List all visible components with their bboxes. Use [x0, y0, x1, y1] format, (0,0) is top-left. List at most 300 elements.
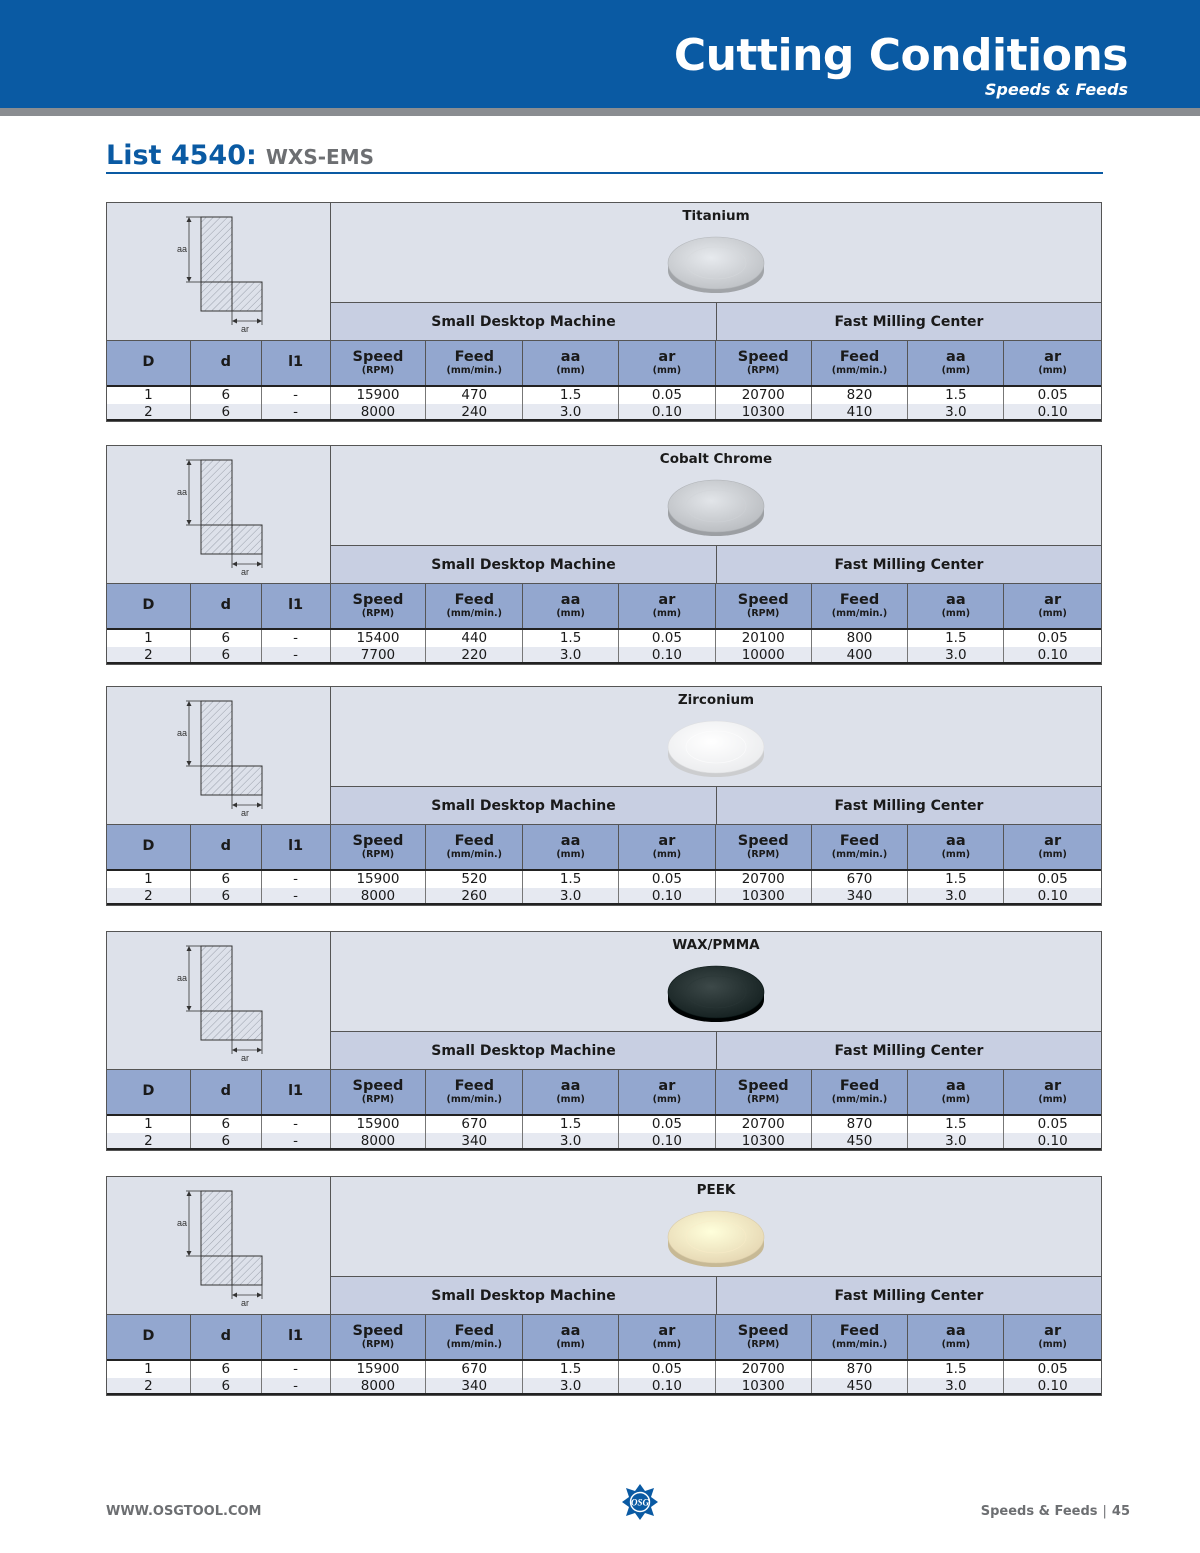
col-feed-small: [426, 1315, 523, 1359]
table-cell: 1.5: [523, 630, 619, 647]
column-unit: (mm): [1038, 364, 1067, 376]
column-label: ar: [1044, 592, 1062, 609]
machine-small-desktop: Small Desktop Machine: [431, 1042, 616, 1059]
column-label: ar: [658, 349, 676, 366]
col-aa-small: [523, 584, 619, 628]
table-cell: 8000: [331, 888, 427, 903]
list-heading: [106, 140, 374, 171]
table-row: [107, 1133, 1101, 1150]
table-row: [107, 387, 1101, 404]
table-cell: 3.0: [523, 1378, 619, 1393]
table-cell: -: [262, 1378, 331, 1393]
table-cell: 20700: [716, 1361, 812, 1378]
column-label: ar: [658, 833, 676, 850]
profile-diagram: [107, 687, 331, 824]
column-label: aa: [560, 592, 581, 609]
table-row: [107, 1361, 1101, 1378]
column-unit: (mm/min.): [446, 607, 502, 619]
table-cell: -: [262, 1361, 331, 1378]
table-cell: 3.0: [908, 888, 1004, 903]
logo-text: OSG: [630, 1497, 650, 1508]
machine-row: [331, 546, 1101, 583]
table-cell: 1: [107, 630, 191, 647]
table-cell: 0.05: [619, 1361, 716, 1378]
column-label: Speed: [737, 349, 789, 366]
table-cell: 0.05: [1037, 871, 1068, 887]
column-unit: (mm): [652, 1338, 682, 1350]
table-cell: 15900: [331, 871, 427, 888]
table-cell: 6: [191, 1378, 262, 1393]
column-label: Speed: [352, 349, 404, 366]
table-cell: 2: [107, 647, 191, 662]
table-cell: 15900: [331, 1361, 427, 1378]
table-cell: 15900: [331, 387, 427, 404]
header-divider: [0, 108, 1200, 116]
column-unit: (mm/min.): [446, 848, 502, 860]
col-l1: [262, 1070, 331, 1114]
table-cell: -: [262, 888, 331, 903]
table-cell: 10300: [716, 888, 812, 903]
col-d: [191, 1070, 262, 1114]
column-label: d: [220, 597, 231, 614]
col-speed-fast: [716, 825, 812, 869]
column-label: Feed: [839, 1323, 880, 1340]
col-ar-fast: [1004, 825, 1101, 869]
col-D: [107, 1070, 191, 1114]
column-header-row: [107, 1070, 1101, 1116]
table-cell: 0.05: [1037, 387, 1068, 403]
column-header-row: [107, 825, 1101, 871]
table-cell: 0.10: [1037, 1133, 1068, 1149]
column-label: d: [220, 838, 231, 855]
material-header: [331, 1177, 1101, 1277]
table-cell: 15900: [331, 1116, 427, 1133]
table-cell: 3.0: [908, 647, 1004, 662]
machine-fast-milling: Fast Milling Center: [716, 1032, 1101, 1069]
material-header: [331, 203, 1101, 303]
ar-dimension-label: ar: [241, 1298, 250, 1308]
table-cell: 670: [426, 1361, 523, 1378]
table-cell: 400: [812, 647, 909, 662]
column-unit: (RPM): [746, 364, 780, 376]
column-label: Feed: [454, 833, 494, 850]
table-cell: 3.0: [523, 404, 619, 419]
table-cell: 20700: [716, 1116, 812, 1133]
column-unit: (RPM): [361, 1338, 395, 1350]
machine-row: [331, 303, 1101, 340]
col-ar-fast: [1004, 1070, 1101, 1114]
table-cell: 260: [426, 888, 523, 903]
col-l1: [262, 584, 331, 628]
table-cell: 6: [191, 630, 262, 647]
table-cell: 0.10: [1037, 888, 1068, 904]
column-unit: (RPM): [746, 1338, 780, 1350]
column-label: Feed: [454, 592, 494, 609]
column-label: D: [142, 354, 155, 371]
list-number: List 4540:: [106, 140, 257, 171]
col-aa-small: [523, 1070, 619, 1114]
table-row: [107, 888, 1101, 905]
table-cell: -: [262, 387, 331, 404]
column-unit: (mm): [556, 364, 585, 376]
aa-dimension-label: aa: [177, 487, 188, 497]
machine-row: [331, 1032, 1101, 1069]
column-label: Speed: [352, 1323, 404, 1340]
machine-fast-milling: Fast Milling Center: [716, 546, 1101, 583]
profile-diagram-icon: [107, 446, 331, 584]
column-label: Feed: [454, 1323, 494, 1340]
table-cell: 3.0: [908, 1133, 1004, 1148]
machine-row: [331, 1277, 1101, 1314]
column-label: Speed: [352, 592, 404, 609]
column-label: Speed: [737, 1078, 789, 1095]
table-cell: -: [262, 1133, 331, 1148]
machine-small-desktop: Small Desktop Machine: [431, 1287, 616, 1304]
table-cell: 870: [812, 1116, 909, 1133]
column-label: l1: [288, 597, 304, 614]
machine-fast-milling: Fast Milling Center: [716, 303, 1101, 340]
machine-small-desktop: Small Desktop Machine: [431, 313, 616, 330]
material-disk-icon: [667, 719, 765, 779]
table-cell: 6: [191, 871, 262, 888]
column-unit: (mm): [941, 1093, 971, 1105]
ar-dimension-label: ar: [241, 567, 250, 577]
column-label: ar: [658, 1078, 676, 1095]
col-D: [107, 1315, 191, 1359]
aa-dimension-label: aa: [177, 244, 188, 254]
column-unit: (mm): [1038, 1093, 1067, 1105]
table-cell: 1: [107, 1116, 191, 1133]
column-unit: (RPM): [746, 848, 780, 860]
material-table: [106, 931, 1102, 1151]
col-feed-small: [426, 341, 523, 385]
table-cell: 20700: [716, 387, 812, 404]
column-label: l1: [288, 838, 304, 855]
col-d: [191, 341, 262, 385]
col-ar-small: [619, 1315, 716, 1359]
table-cell: 670: [812, 871, 909, 888]
table-row: [107, 630, 1101, 647]
col-speed-fast: [716, 584, 812, 628]
profile-diagram-icon: [107, 687, 331, 825]
column-label: aa: [560, 833, 581, 850]
column-label: d: [220, 1083, 231, 1100]
col-l1: [262, 341, 331, 385]
column-unit: (mm): [652, 848, 682, 860]
table-cell: 470: [426, 387, 523, 404]
col-l1: [262, 1315, 331, 1359]
material-disk-icon: [667, 1209, 765, 1269]
column-label: l1: [288, 354, 304, 371]
column-label: ar: [1044, 1323, 1062, 1340]
table-cell: 6: [191, 1361, 262, 1378]
column-label: aa: [560, 349, 581, 366]
col-d: [191, 584, 262, 628]
column-label: ar: [1044, 349, 1062, 366]
table-cell: 20100: [716, 630, 812, 647]
material-name: PEEK: [696, 1182, 736, 1198]
table-cell: 1.5: [523, 871, 619, 888]
column-label: d: [220, 1328, 231, 1345]
table-cell: 0.10: [1037, 1378, 1068, 1394]
table-cell: 0.10: [619, 404, 716, 419]
col-speed-small: [331, 584, 427, 628]
column-unit: (mm/min.): [831, 1338, 888, 1350]
column-label: Speed: [737, 592, 789, 609]
table-cell: 6: [191, 387, 262, 404]
column-label: l1: [288, 1328, 304, 1345]
table-cell: 0.05: [1037, 1116, 1068, 1132]
table-cell: 1.5: [523, 387, 619, 404]
column-label: Feed: [839, 833, 880, 850]
table-cell: 20700: [716, 871, 812, 888]
table-cell: 0.10: [1037, 647, 1068, 663]
col-ar-small: [619, 1070, 716, 1114]
table-cell: 0.10: [619, 888, 716, 903]
column-label: Feed: [839, 1078, 880, 1095]
table-cell: 0.05: [1037, 630, 1068, 646]
column-label: D: [142, 1083, 155, 1100]
table-cell: 6: [191, 647, 262, 662]
table-cell: 0.10: [1037, 404, 1068, 420]
table-cell: 0.05: [619, 630, 716, 647]
table-row: [107, 871, 1101, 888]
profile-diagram-icon: [107, 1177, 331, 1315]
material-name: Titanium: [682, 208, 750, 224]
material-table: [106, 686, 1102, 906]
table-cell: 340: [426, 1378, 523, 1393]
table-cell: 870: [812, 1361, 909, 1378]
col-speed-small: [331, 825, 427, 869]
column-label: d: [220, 354, 231, 371]
footer-url: WWW.OSGTOOL.COM: [106, 1504, 262, 1519]
col-d: [191, 825, 262, 869]
column-unit: (mm/min.): [831, 607, 888, 619]
table-cell: 220: [426, 647, 523, 662]
material-header: [331, 446, 1101, 546]
profile-diagram-icon: [107, 203, 331, 341]
table-cell: -: [262, 630, 331, 647]
column-unit: (mm/min.): [446, 1338, 502, 1350]
table-cell: 2: [107, 888, 191, 903]
table-cell: 10300: [716, 1378, 812, 1393]
table-cell: -: [262, 404, 331, 419]
table-cell: 0.05: [1037, 1361, 1068, 1377]
column-unit: (RPM): [361, 364, 395, 376]
column-label: Feed: [839, 349, 880, 366]
table-row: [107, 647, 1101, 664]
column-label: D: [142, 1328, 155, 1345]
material-table: [106, 202, 1102, 422]
table-cell: 1.5: [908, 1361, 1004, 1378]
col-ar-small: [619, 341, 716, 385]
table-cell: 3.0: [523, 888, 619, 903]
table-cell: 340: [426, 1133, 523, 1148]
aa-dimension-label: aa: [177, 728, 188, 738]
table-cell: 1.5: [523, 1361, 619, 1378]
material-table: [106, 1176, 1102, 1396]
column-label: aa: [560, 1323, 581, 1340]
col-aa-fast: [908, 584, 1004, 628]
machine-row: [331, 787, 1101, 824]
col-ar-fast: [1004, 341, 1101, 385]
aa-dimension-label: aa: [177, 973, 188, 983]
column-unit: (mm/min.): [831, 848, 888, 860]
col-speed-fast: [716, 341, 812, 385]
column-unit: (mm): [652, 364, 682, 376]
table-cell: 1: [107, 387, 191, 404]
list-product: WXS-EMS: [265, 145, 375, 169]
table-cell: 450: [812, 1378, 909, 1393]
table-cell: 1: [107, 1361, 191, 1378]
col-feed-fast: [812, 584, 909, 628]
column-label: ar: [658, 592, 676, 609]
table-cell: 0.10: [619, 647, 716, 662]
table-cell: 10300: [716, 404, 812, 419]
table-cell: 15400: [331, 630, 427, 647]
column-unit: (RPM): [361, 848, 395, 860]
table-cell: 820: [812, 387, 909, 404]
col-feed-small: [426, 1070, 523, 1114]
column-label: aa: [946, 1323, 966, 1340]
table-cell: 0.10: [619, 1133, 716, 1148]
column-label: aa: [946, 349, 966, 366]
col-D: [107, 341, 191, 385]
table-cell: 1.5: [908, 630, 1004, 647]
column-unit: (mm): [556, 848, 585, 860]
page-subtitle: Speeds & Feeds: [984, 80, 1128, 99]
column-unit: (mm): [556, 1338, 585, 1350]
col-ar-fast: [1004, 584, 1101, 628]
machine-fast-milling: Fast Milling Center: [716, 787, 1101, 824]
column-header-row: [107, 584, 1101, 630]
col-speed-small: [331, 1070, 427, 1114]
material-header: [331, 687, 1101, 787]
profile-diagram: [107, 932, 331, 1069]
table-cell: 1: [107, 871, 191, 888]
ar-dimension-label: ar: [241, 1053, 250, 1063]
column-label: aa: [560, 1078, 581, 1095]
column-unit: (mm/min.): [831, 364, 888, 376]
column-header-row: [107, 341, 1101, 387]
table-cell: -: [262, 871, 331, 888]
column-unit: (mm): [1038, 607, 1067, 619]
material-disk-icon: [667, 478, 765, 538]
column-unit: (RPM): [361, 1093, 395, 1105]
profile-diagram: [107, 1177, 331, 1314]
col-feed-small: [426, 584, 523, 628]
table-cell: 670: [426, 1116, 523, 1133]
table-cell: 6: [191, 1116, 262, 1133]
column-label: Speed: [352, 833, 404, 850]
osg-logo-icon: [620, 1482, 660, 1522]
table-cell: -: [262, 647, 331, 662]
column-unit: (mm/min.): [446, 1093, 502, 1105]
col-l1: [262, 825, 331, 869]
column-unit: (mm): [941, 848, 971, 860]
table-cell: 240: [426, 404, 523, 419]
column-label: Feed: [454, 1078, 494, 1095]
column-unit: (RPM): [361, 607, 395, 619]
column-header-row: [107, 1315, 1101, 1361]
column-unit: (mm/min.): [446, 364, 502, 376]
col-feed-fast: [812, 341, 909, 385]
table-cell: 1.5: [908, 871, 1004, 888]
col-feed-fast: [812, 825, 909, 869]
column-label: Feed: [454, 349, 494, 366]
column-unit: (mm): [1038, 848, 1067, 860]
column-unit: (RPM): [746, 1093, 780, 1105]
table-cell: 0.05: [619, 1116, 716, 1133]
column-label: D: [142, 597, 155, 614]
ar-dimension-label: ar: [241, 324, 250, 334]
table-row: [107, 1378, 1101, 1395]
table-cell: 800: [812, 630, 909, 647]
material-disk-icon: [667, 964, 765, 1024]
table-cell: 3.0: [523, 1133, 619, 1148]
page-number: 45: [1111, 1504, 1130, 1519]
table-cell: -: [262, 1116, 331, 1133]
table-cell: 0.05: [619, 387, 716, 404]
table-row: [107, 1116, 1101, 1133]
column-label: ar: [1044, 833, 1062, 850]
column-label: ar: [658, 1323, 676, 1340]
column-label: aa: [946, 833, 966, 850]
col-ar-fast: [1004, 1315, 1101, 1359]
column-label: Speed: [737, 833, 789, 850]
col-aa-small: [523, 341, 619, 385]
column-unit: (mm): [941, 1338, 971, 1350]
column-unit: (mm): [652, 1093, 682, 1105]
profile-diagram: [107, 446, 331, 583]
footer-page-info: Speeds & Feeds | 45: [980, 1504, 1130, 1519]
table-cell: 1.5: [908, 1116, 1004, 1133]
col-feed-fast: [812, 1315, 909, 1359]
aa-dimension-label: aa: [177, 1218, 188, 1228]
table-cell: 3.0: [908, 404, 1004, 419]
column-unit: (mm): [652, 607, 682, 619]
col-feed-small: [426, 825, 523, 869]
table-cell: 2: [107, 1378, 191, 1393]
table-cell: 410: [812, 404, 909, 419]
column-unit: (mm): [941, 607, 971, 619]
column-label: ar: [1044, 1078, 1062, 1095]
col-speed-small: [331, 1315, 427, 1359]
material-name: WAX/PMMA: [672, 937, 760, 953]
table-cell: 7700: [331, 647, 427, 662]
col-d: [191, 1315, 262, 1359]
col-feed-fast: [812, 1070, 909, 1114]
column-label: Feed: [839, 592, 880, 609]
column-label: Speed: [737, 1323, 789, 1340]
material-disk-icon: [667, 235, 765, 295]
table-cell: 520: [426, 871, 523, 888]
col-aa-fast: [908, 341, 1004, 385]
profile-diagram-icon: [107, 932, 331, 1070]
table-cell: 1.5: [908, 387, 1004, 404]
table-row: [107, 404, 1101, 421]
column-label: aa: [946, 1078, 966, 1095]
column-unit: (mm/min.): [831, 1093, 888, 1105]
table-cell: 3.0: [908, 1378, 1004, 1393]
col-speed-fast: [716, 1315, 812, 1359]
table-cell: 8000: [331, 404, 427, 419]
col-speed-small: [331, 341, 427, 385]
ar-dimension-label: ar: [241, 808, 250, 818]
column-label: l1: [288, 1083, 304, 1100]
table-cell: 450: [812, 1133, 909, 1148]
material-name: Zirconium: [677, 692, 755, 708]
